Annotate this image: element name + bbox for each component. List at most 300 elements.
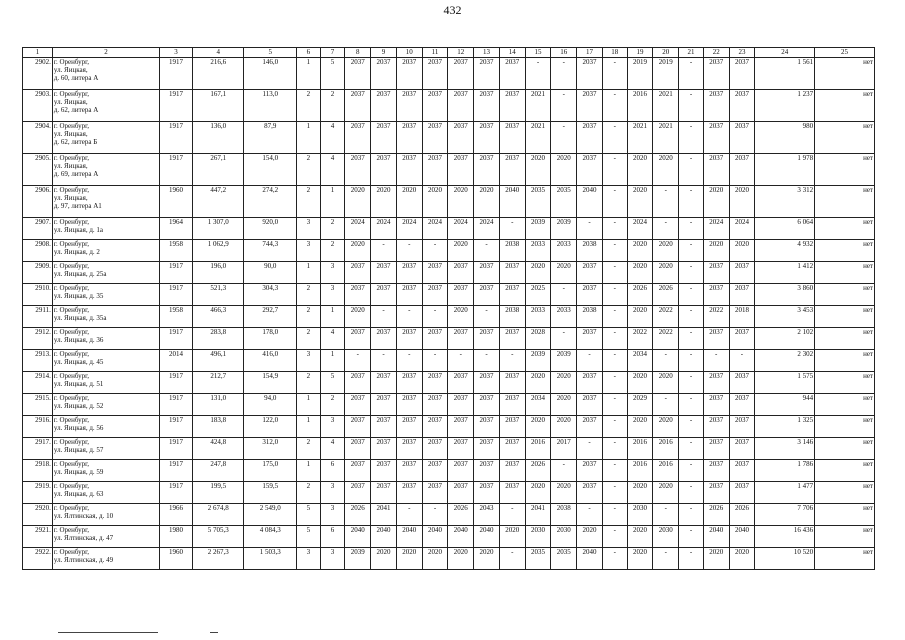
address-cell: г. Оренбург, ул. Ялтинская, д. 47 bbox=[52, 526, 159, 548]
data-cell: - bbox=[602, 284, 627, 306]
data-cell: 2037 bbox=[345, 416, 371, 438]
data-cell: 2040 bbox=[577, 186, 603, 218]
data-cell: 2 bbox=[297, 372, 321, 394]
data-cell: 944 bbox=[755, 394, 815, 416]
data-cell: 2020 bbox=[703, 240, 729, 262]
status-cell: нет bbox=[815, 438, 875, 460]
data-cell: 2043 bbox=[474, 504, 500, 526]
data-cell: 1 bbox=[320, 350, 345, 372]
data-cell: 2037 bbox=[371, 482, 397, 504]
data-cell: 2037 bbox=[448, 154, 474, 186]
data-cell: 2026 bbox=[653, 284, 679, 306]
data-cell: 1 bbox=[297, 460, 321, 482]
data-cell: 3 453 bbox=[755, 306, 815, 328]
data-cell: 2037 bbox=[729, 122, 755, 154]
data-cell: 2037 bbox=[396, 460, 422, 482]
data-cell: 2020 bbox=[448, 306, 474, 328]
data-cell: - bbox=[371, 306, 397, 328]
data-cell: 2037 bbox=[499, 416, 525, 438]
data-cell: 2037 bbox=[448, 460, 474, 482]
data-cell: 2021 bbox=[653, 90, 679, 122]
column-header: 22 bbox=[703, 48, 729, 58]
data-cell: - bbox=[653, 218, 679, 240]
data-cell: - bbox=[602, 58, 627, 90]
data-cell: 2 549,0 bbox=[244, 504, 297, 526]
data-cell: 2020 bbox=[653, 240, 679, 262]
data-cell: 5 705,3 bbox=[192, 526, 244, 548]
data-cell: 2020 bbox=[474, 548, 500, 570]
data-cell: 2 bbox=[320, 218, 345, 240]
column-header: 2 bbox=[52, 48, 159, 58]
data-cell: 2020 bbox=[422, 548, 448, 570]
data-cell: 2 bbox=[297, 438, 321, 460]
data-cell: 3 bbox=[320, 482, 345, 504]
data-cell: 5 bbox=[297, 504, 321, 526]
data-cell: 2037 bbox=[345, 58, 371, 90]
data-cell: 2039 bbox=[345, 548, 371, 570]
data-cell: 2037 bbox=[422, 460, 448, 482]
column-header: 9 bbox=[371, 48, 397, 58]
data-cell: 3 bbox=[320, 548, 345, 570]
data-cell: 2037 bbox=[703, 90, 729, 122]
data-cell: 2024 bbox=[345, 218, 371, 240]
data-cell: - bbox=[577, 218, 603, 240]
data-cell: 920,0 bbox=[244, 218, 297, 240]
column-header: 18 bbox=[602, 48, 627, 58]
data-cell: 2035 bbox=[551, 186, 577, 218]
row-number-cell: 2905. bbox=[23, 154, 53, 186]
data-cell: - bbox=[679, 240, 704, 262]
data-cell: 1960 bbox=[160, 186, 193, 218]
data-cell: 2037 bbox=[422, 122, 448, 154]
data-cell: 2020 bbox=[525, 416, 551, 438]
data-cell: 2020 bbox=[627, 416, 653, 438]
data-cell: 2020 bbox=[627, 306, 653, 328]
data-cell: 2 bbox=[297, 284, 321, 306]
data-cell: 2037 bbox=[577, 284, 603, 306]
data-cell: 466,3 bbox=[192, 306, 244, 328]
data-cell: 2020 bbox=[729, 240, 755, 262]
data-cell: 2037 bbox=[448, 416, 474, 438]
data-cell: - bbox=[602, 460, 627, 482]
data-cell: 131,0 bbox=[192, 394, 244, 416]
data-cell: - bbox=[602, 394, 627, 416]
data-cell: 2037 bbox=[729, 58, 755, 90]
data-cell: 2040 bbox=[448, 526, 474, 548]
data-cell: 216,6 bbox=[192, 58, 244, 90]
column-header: 3 bbox=[160, 48, 193, 58]
data-cell: - bbox=[371, 350, 397, 372]
data-cell: 2037 bbox=[448, 438, 474, 460]
row-number-cell: 2913. bbox=[23, 350, 53, 372]
data-cell: 2020 bbox=[551, 482, 577, 504]
data-cell: 2020 bbox=[371, 548, 397, 570]
row-number-cell: 2914. bbox=[23, 372, 53, 394]
data-cell: 2020 bbox=[551, 262, 577, 284]
data-cell: 2016 bbox=[653, 438, 679, 460]
data-cell: 2037 bbox=[345, 122, 371, 154]
status-cell: нет bbox=[815, 262, 875, 284]
data-cell: 2020 bbox=[653, 372, 679, 394]
data-cell: 4 932 bbox=[755, 240, 815, 262]
data-cell: 1 bbox=[297, 122, 321, 154]
data-cell: 2 bbox=[297, 90, 321, 122]
data-cell: - bbox=[551, 460, 577, 482]
address-cell: г. Оренбург, ул. Яицкая, д. 25а bbox=[52, 262, 159, 284]
data-cell: 2026 bbox=[345, 504, 371, 526]
data-cell: 146,0 bbox=[244, 58, 297, 90]
data-cell: 2037 bbox=[577, 394, 603, 416]
data-cell: 2020 bbox=[448, 240, 474, 262]
data-cell: 2 bbox=[320, 240, 345, 262]
data-cell: 2037 bbox=[448, 328, 474, 350]
data-cell: 2037 bbox=[345, 482, 371, 504]
data-cell: 744,3 bbox=[244, 240, 297, 262]
address-cell: г. Оренбург, ул. Яицкая, д. 97, литера А1 bbox=[52, 186, 159, 218]
column-header: 5 bbox=[244, 48, 297, 58]
data-cell: 2022 bbox=[653, 328, 679, 350]
data-cell: - bbox=[602, 262, 627, 284]
data-cell: 2039 bbox=[525, 218, 551, 240]
data-cell: 2037 bbox=[474, 328, 500, 350]
data-cell: 2020 bbox=[627, 186, 653, 218]
status-cell: нет bbox=[815, 306, 875, 328]
status-cell: нет bbox=[815, 416, 875, 438]
data-cell: - bbox=[703, 350, 729, 372]
data-cell: 183,8 bbox=[192, 416, 244, 438]
data-cell: 2037 bbox=[474, 154, 500, 186]
data-cell: 2 bbox=[297, 328, 321, 350]
data-cell: 1917 bbox=[160, 482, 193, 504]
data-cell: 1917 bbox=[160, 262, 193, 284]
data-cell: 2020 bbox=[627, 482, 653, 504]
status-cell: нет bbox=[815, 58, 875, 90]
address-cell: г. Оренбург, ул. Яицкая, д. 2 bbox=[52, 240, 159, 262]
data-cell: 2034 bbox=[627, 350, 653, 372]
data-cell: - bbox=[422, 240, 448, 262]
data-cell: 122,0 bbox=[244, 416, 297, 438]
data-cell: 2016 bbox=[653, 460, 679, 482]
data-cell: 3 312 bbox=[755, 186, 815, 218]
data-cell: 113,0 bbox=[244, 90, 297, 122]
data-cell: 1 bbox=[297, 416, 321, 438]
data-cell: 2040 bbox=[499, 186, 525, 218]
data-cell: 5 bbox=[297, 526, 321, 548]
data-cell: 2 302 bbox=[755, 350, 815, 372]
data-cell: 1958 bbox=[160, 306, 193, 328]
data-cell: 2037 bbox=[396, 372, 422, 394]
data-cell: 2037 bbox=[703, 284, 729, 306]
data-cell: 2035 bbox=[525, 186, 551, 218]
data-cell: 2037 bbox=[422, 58, 448, 90]
data-cell: 2020 bbox=[703, 548, 729, 570]
data-cell: 2020 bbox=[422, 186, 448, 218]
data-cell: 2024 bbox=[422, 218, 448, 240]
data-cell: 2037 bbox=[422, 482, 448, 504]
data-cell: - bbox=[422, 504, 448, 526]
data-cell: - bbox=[602, 350, 627, 372]
data-cell: 2026 bbox=[525, 460, 551, 482]
data-cell: - bbox=[602, 186, 627, 218]
data-cell: 2037 bbox=[371, 394, 397, 416]
data-cell: 2020 bbox=[525, 262, 551, 284]
table-row bbox=[23, 240, 875, 262]
data-cell: 2035 bbox=[551, 548, 577, 570]
data-cell: 7 706 bbox=[755, 504, 815, 526]
data-cell: 1 062,9 bbox=[192, 240, 244, 262]
data-cell: 2037 bbox=[577, 90, 603, 122]
data-cell: 2037 bbox=[474, 438, 500, 460]
data-cell: - bbox=[729, 350, 755, 372]
column-header: 15 bbox=[525, 48, 551, 58]
data-cell: 2 bbox=[320, 90, 345, 122]
data-cell: 2040 bbox=[577, 548, 603, 570]
data-cell: - bbox=[602, 154, 627, 186]
data-cell: 2016 bbox=[525, 438, 551, 460]
data-cell: 2037 bbox=[577, 262, 603, 284]
row-number-cell: 2916. bbox=[23, 416, 53, 438]
data-cell: 5 bbox=[320, 372, 345, 394]
data-cell: 2037 bbox=[371, 90, 397, 122]
data-cell: 2040 bbox=[396, 526, 422, 548]
data-cell: - bbox=[679, 306, 704, 328]
data-cell: 2040 bbox=[422, 526, 448, 548]
column-header: 7 bbox=[320, 48, 345, 58]
data-cell: 2037 bbox=[448, 58, 474, 90]
data-cell: 2037 bbox=[577, 372, 603, 394]
table-row bbox=[23, 90, 875, 122]
data-cell: 2016 bbox=[627, 460, 653, 482]
data-cell: 2 267,3 bbox=[192, 548, 244, 570]
data-cell: - bbox=[653, 394, 679, 416]
table-body bbox=[23, 58, 875, 570]
data-cell: 267,1 bbox=[192, 154, 244, 186]
data-cell: - bbox=[551, 90, 577, 122]
column-header: 14 bbox=[499, 48, 525, 58]
data-cell: 2020 bbox=[345, 306, 371, 328]
data-cell: 196,0 bbox=[192, 262, 244, 284]
data-cell: 2041 bbox=[371, 504, 397, 526]
table-row bbox=[23, 438, 875, 460]
data-cell: 2037 bbox=[703, 122, 729, 154]
data-cell: 2034 bbox=[525, 394, 551, 416]
data-cell: 2040 bbox=[729, 526, 755, 548]
column-header: 4 bbox=[192, 48, 244, 58]
data-cell: 1 786 bbox=[755, 460, 815, 482]
data-cell: 2020 bbox=[525, 372, 551, 394]
table-row bbox=[23, 328, 875, 350]
table-row bbox=[23, 460, 875, 482]
data-cell: 2040 bbox=[371, 526, 397, 548]
data-cell: 2037 bbox=[396, 262, 422, 284]
data-cell: - bbox=[602, 90, 627, 122]
data-cell: 2037 bbox=[499, 438, 525, 460]
data-cell: - bbox=[551, 328, 577, 350]
data-cell: 2020 bbox=[551, 372, 577, 394]
data-cell: 2033 bbox=[525, 306, 551, 328]
data-cell: - bbox=[679, 328, 704, 350]
data-cell: 2037 bbox=[703, 482, 729, 504]
data-cell: 2020 bbox=[371, 186, 397, 218]
column-header: 8 bbox=[345, 48, 371, 58]
status-cell: нет bbox=[815, 482, 875, 504]
address-cell: г. Оренбург, ул. Яицкая, д. 35 bbox=[52, 284, 159, 306]
data-cell: - bbox=[679, 482, 704, 504]
data-cell: 1 bbox=[297, 58, 321, 90]
data-cell: 2018 bbox=[729, 306, 755, 328]
data-cell: 94,0 bbox=[244, 394, 297, 416]
address-cell: г. Оренбург, ул. Яицкая, д. 56 bbox=[52, 416, 159, 438]
data-cell: 2020 bbox=[525, 482, 551, 504]
data-cell: 3 bbox=[320, 284, 345, 306]
row-number-cell: 2922. bbox=[23, 548, 53, 570]
table-row bbox=[23, 504, 875, 526]
address-cell: г. Оренбург, ул. Яицкая, д. 63 bbox=[52, 482, 159, 504]
data-cell: 87,9 bbox=[244, 122, 297, 154]
data-cell: 2019 bbox=[653, 58, 679, 90]
data-cell: 2040 bbox=[703, 526, 729, 548]
data-cell: 1 561 bbox=[755, 58, 815, 90]
data-cell: 1917 bbox=[160, 416, 193, 438]
data-cell: 2020 bbox=[499, 526, 525, 548]
data-cell: 3 bbox=[320, 262, 345, 284]
data-cell: 2037 bbox=[396, 394, 422, 416]
data-cell: - bbox=[602, 218, 627, 240]
data-cell: 2020 bbox=[396, 548, 422, 570]
row-number-cell: 2907. bbox=[23, 218, 53, 240]
footnote-dash bbox=[210, 632, 218, 633]
page-number: 432 bbox=[443, 3, 462, 17]
data-cell: 2037 bbox=[474, 416, 500, 438]
data-cell: 2022 bbox=[703, 306, 729, 328]
data-cell: 2033 bbox=[551, 240, 577, 262]
table-row bbox=[23, 306, 875, 328]
data-cell: - bbox=[577, 504, 603, 526]
row-number-cell: 2915. bbox=[23, 394, 53, 416]
address-cell: г. Оренбург, ул. Яицкая, д. 52 bbox=[52, 394, 159, 416]
data-cell: 2037 bbox=[729, 90, 755, 122]
data-cell: 2037 bbox=[499, 482, 525, 504]
data-cell: - bbox=[422, 350, 448, 372]
data-cell: 2021 bbox=[525, 122, 551, 154]
data-cell: 2037 bbox=[422, 328, 448, 350]
data-cell: - bbox=[577, 350, 603, 372]
data-cell: 1917 bbox=[160, 372, 193, 394]
data-cell: 154,0 bbox=[244, 154, 297, 186]
data-cell: - bbox=[345, 350, 371, 372]
data-cell: 1 307,0 bbox=[192, 218, 244, 240]
data-cell: 2037 bbox=[448, 482, 474, 504]
address-cell: г. Оренбург, ул. Яицкая, д. 59 bbox=[52, 460, 159, 482]
data-cell: 2016 bbox=[627, 90, 653, 122]
data-cell: 136,0 bbox=[192, 122, 244, 154]
data-cell: 2037 bbox=[474, 284, 500, 306]
data-cell: 178,0 bbox=[244, 328, 297, 350]
data-cell: 2030 bbox=[525, 526, 551, 548]
table-row bbox=[23, 482, 875, 504]
data-cell: 2037 bbox=[577, 482, 603, 504]
data-cell: 2020 bbox=[345, 186, 371, 218]
status-cell: нет bbox=[815, 548, 875, 570]
data-cell: 274,2 bbox=[244, 186, 297, 218]
row-number-cell: 2906. bbox=[23, 186, 53, 218]
table-row bbox=[23, 58, 875, 90]
data-cell: 16 436 bbox=[755, 526, 815, 548]
data-cell: - bbox=[602, 328, 627, 350]
address-cell: г. Оренбург, ул. Ялтинская, д. 49 bbox=[52, 548, 159, 570]
row-number-cell: 2918. bbox=[23, 460, 53, 482]
data-cell: 2037 bbox=[396, 438, 422, 460]
data-cell: - bbox=[422, 306, 448, 328]
data-cell: 2037 bbox=[577, 122, 603, 154]
address-cell: г. Оренбург, ул. Яицкая, д. 1а bbox=[52, 218, 159, 240]
data-cell: - bbox=[602, 122, 627, 154]
address-cell: г. Оренбург, ул. Яицкая, д. 35а bbox=[52, 306, 159, 328]
column-header: 17 bbox=[577, 48, 603, 58]
data-cell: - bbox=[396, 350, 422, 372]
data-cell: 2037 bbox=[396, 90, 422, 122]
row-number-cell: 2908. bbox=[23, 240, 53, 262]
status-cell: нет bbox=[815, 394, 875, 416]
data-cell: 1 978 bbox=[755, 154, 815, 186]
data-cell: 1 bbox=[320, 306, 345, 328]
address-cell: г. Оренбург, ул. Ялтинская, д. 10 bbox=[52, 504, 159, 526]
data-cell: 2037 bbox=[499, 90, 525, 122]
data-cell: 2033 bbox=[525, 240, 551, 262]
data-cell: 2037 bbox=[729, 482, 755, 504]
data-cell: 1966 bbox=[160, 504, 193, 526]
data-cell: 1917 bbox=[160, 90, 193, 122]
data-cell: 2037 bbox=[703, 154, 729, 186]
data-cell: 2 bbox=[297, 186, 321, 218]
data-cell: 2037 bbox=[448, 262, 474, 284]
data-cell: - bbox=[679, 350, 704, 372]
data-cell: - bbox=[602, 548, 627, 570]
data-cell: 2037 bbox=[345, 394, 371, 416]
data-cell: - bbox=[653, 350, 679, 372]
status-cell: нет bbox=[815, 90, 875, 122]
data-cell: 1 575 bbox=[755, 372, 815, 394]
data-cell: 1917 bbox=[160, 328, 193, 350]
data-cell: 304,3 bbox=[244, 284, 297, 306]
data-cell: 199,5 bbox=[192, 482, 244, 504]
data-cell: 175,0 bbox=[244, 460, 297, 482]
data-cell: 2037 bbox=[396, 328, 422, 350]
data-cell: - bbox=[679, 154, 704, 186]
data-cell: 1 412 bbox=[755, 262, 815, 284]
data-cell: 2037 bbox=[729, 154, 755, 186]
data-cell: 2037 bbox=[474, 262, 500, 284]
data-cell: 2024 bbox=[371, 218, 397, 240]
data-cell: 2037 bbox=[474, 460, 500, 482]
data-cell: 2029 bbox=[627, 394, 653, 416]
status-cell: нет bbox=[815, 328, 875, 350]
data-cell: 2037 bbox=[345, 90, 371, 122]
data-cell: 3 bbox=[297, 350, 321, 372]
table-row bbox=[23, 548, 875, 570]
address-cell: г. Оренбург, ул. Яицкая, д. 36 bbox=[52, 328, 159, 350]
data-cell: 2020 bbox=[703, 186, 729, 218]
address-cell: г. Оренбург, ул. Яицкая, д. 45 bbox=[52, 350, 159, 372]
data-cell: - bbox=[653, 186, 679, 218]
data-cell: - bbox=[679, 186, 704, 218]
table-row bbox=[23, 350, 875, 372]
data-cell: 2026 bbox=[627, 284, 653, 306]
data-cell: 1917 bbox=[160, 460, 193, 482]
data-cell: 2038 bbox=[551, 504, 577, 526]
data-cell: - bbox=[448, 350, 474, 372]
data-cell: 6 bbox=[320, 460, 345, 482]
